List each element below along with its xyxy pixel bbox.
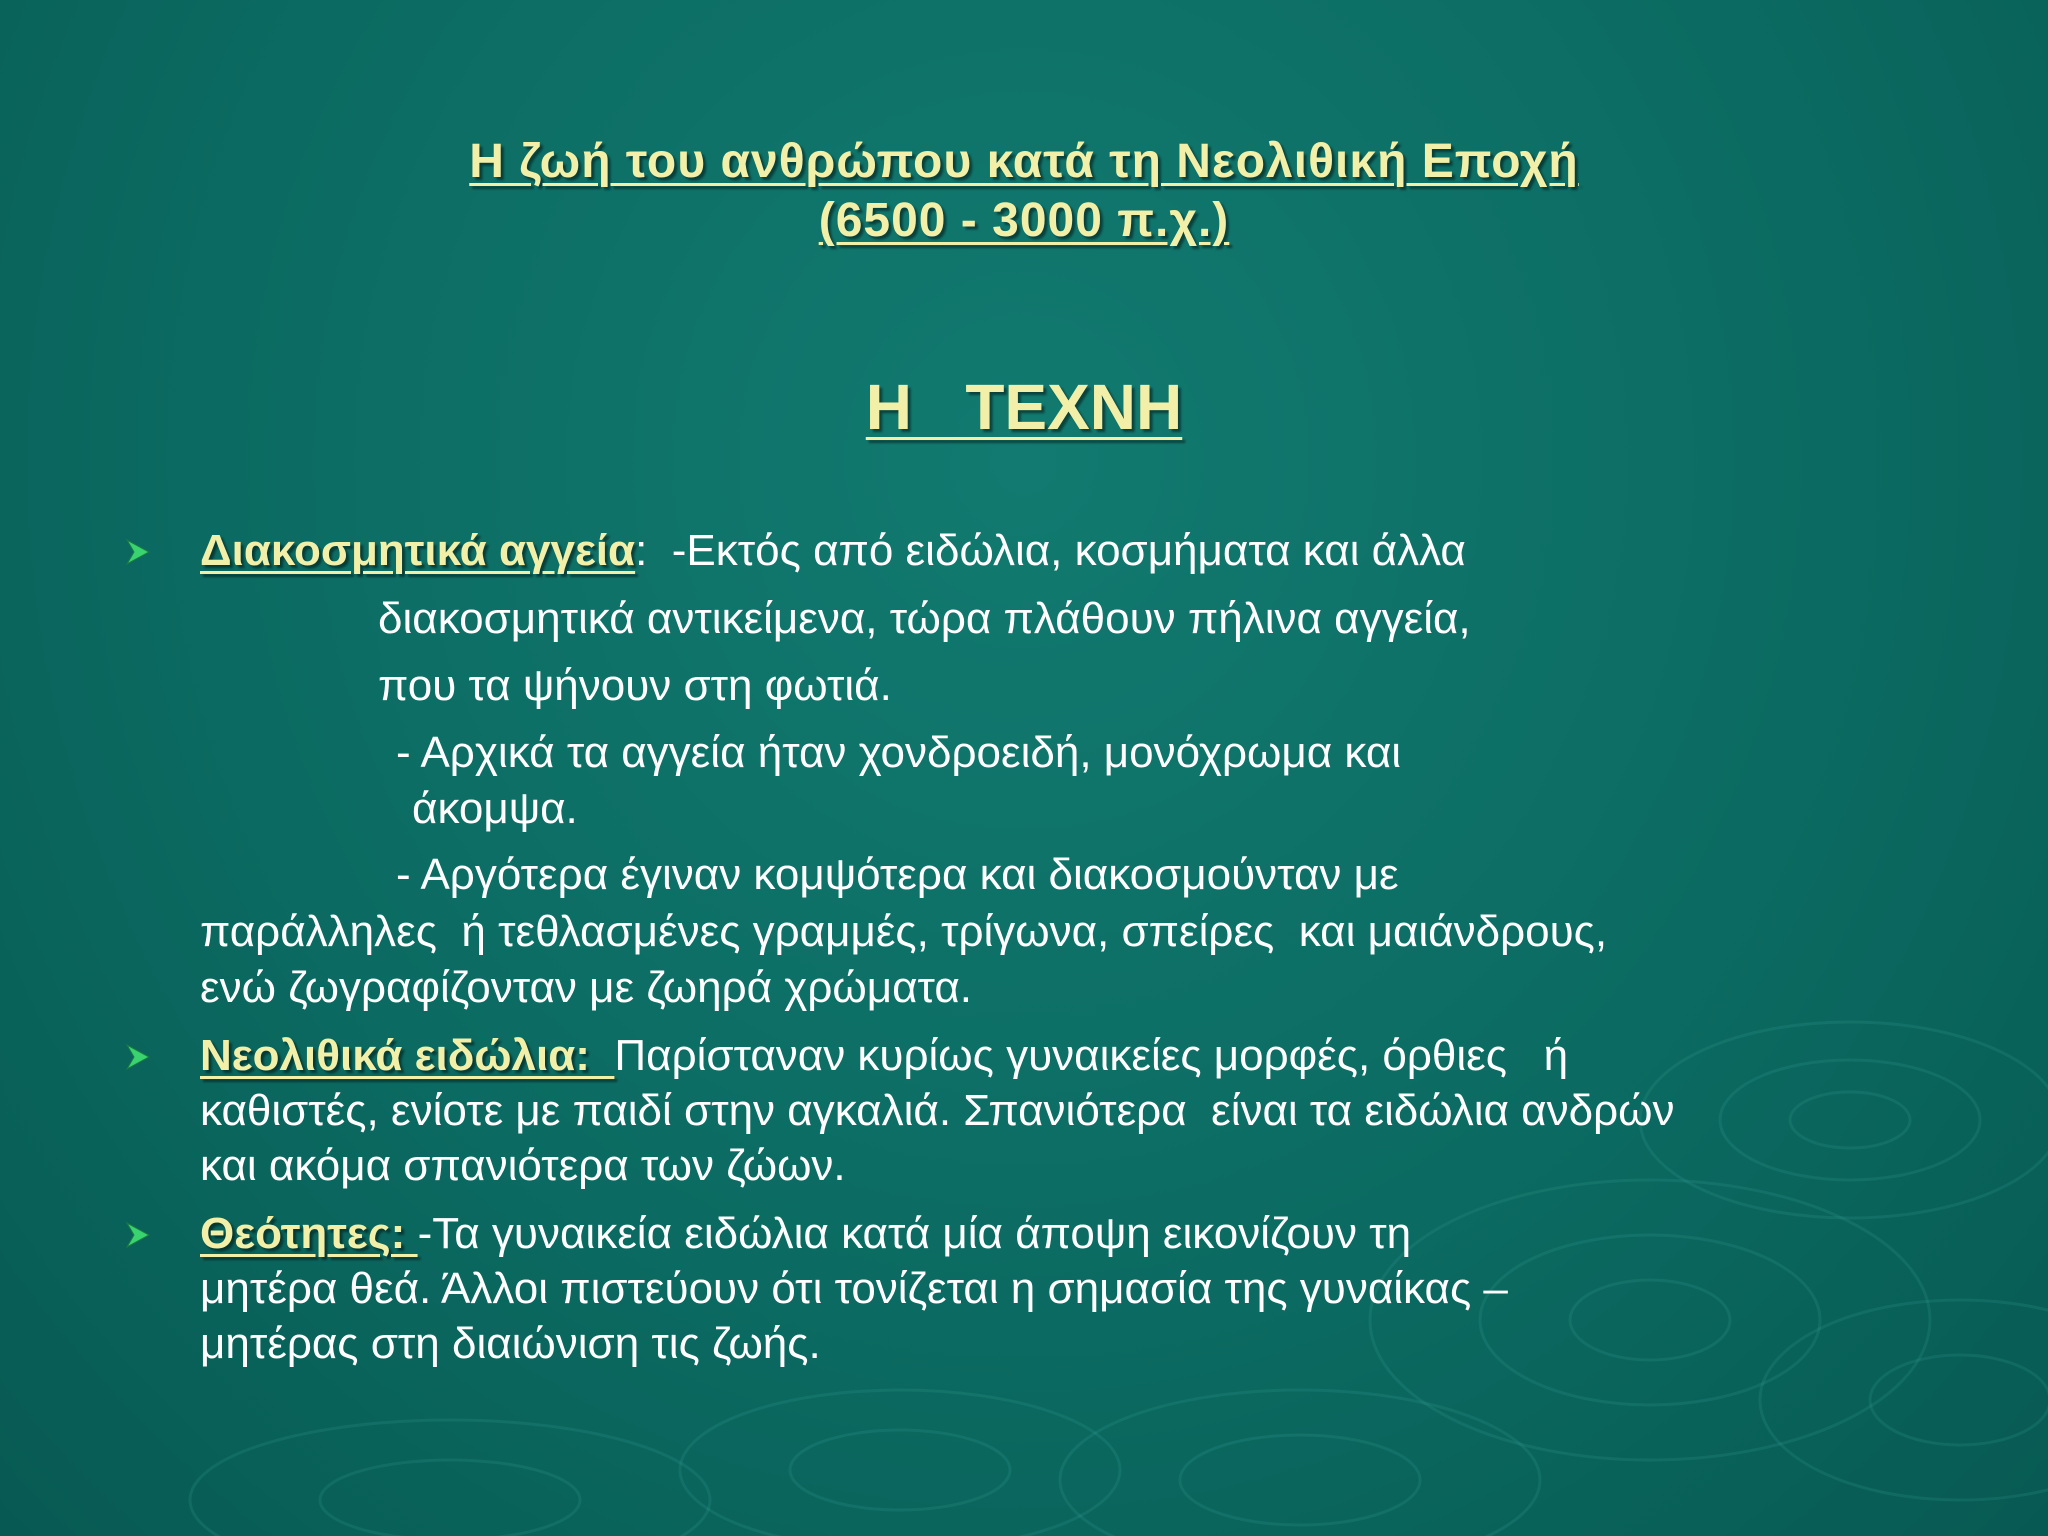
item-1-line-7: παράλληλες ή τεθλασμένες γραμμές, τρίγωνα, σπείρες και μαιάνδρους,	[200, 907, 1608, 956]
slide-title-line2: (6500 - 3000 π.χ.)	[818, 194, 1230, 247]
item-1-line-6: - Αργότερα έγιναν κομψότερα και διακοσμούνταν με	[396, 850, 1399, 899]
slide-title-line1: Η ζωή του ανθρώπου κατά τη Νεολιθική Εποχή	[469, 135, 1579, 188]
arrowhead-bullet-icon	[125, 537, 151, 567]
item-3-line-3: μητέρας στη διαιώνιση τις ζωής.	[200, 1319, 821, 1368]
item-3-first-line	[200, 1207, 1411, 1261]
item-1-line-4: - Αρχικά τα αγγεία ήταν χονδροειδή, μονόχρωμα και	[396, 728, 1402, 777]
item-1-line-2: διακοσμητικά αντικείμενα, τώρα πλάθουν πήλινα αγγεία,	[378, 594, 1471, 643]
item-1-line-5: άκομψα.	[412, 784, 578, 833]
item-2-first-line	[200, 1029, 1568, 1083]
item-2-line-3: και ακόμα σπανιότερα των ζώων.	[200, 1141, 846, 1190]
item-3-line-1: -Τα γυναικεία ειδώλια κατά μία άποψη εικονίζουν τη	[417, 1209, 1412, 1258]
section-heading: Η ΤΕΧΝΗ	[865, 371, 1183, 443]
item-1-line-8: ενώ ζωγραφίζονταν με ζωηρά χρώματα.	[200, 963, 972, 1012]
item-1-first-line	[200, 524, 1466, 578]
item-1-term: Διακοσμητικά αγγεία	[200, 526, 636, 575]
arrowhead-bullet-icon	[125, 1220, 151, 1250]
item-2-line-2: καθιστές, ενίοτε με παιδί στην αγκαλιά. Σπανιότερα είναι τα ειδώλια ανδρών	[200, 1086, 1675, 1135]
item-2-term: Νεολιθικά ειδώλια:	[200, 1031, 615, 1080]
item-3-line-2: μητέρα θεά. Άλλοι πιστεύουν ότι τονίζεται η σημασία της γυναίκας –	[200, 1264, 1508, 1313]
item-1-line-1: : -Εκτός από ειδώλια, κοσμήματα και άλλα	[635, 526, 1466, 575]
item-2-line-1: Παρίσταναν κυρίως γυναικείες μορφές, όρθιες ή	[614, 1031, 1569, 1080]
item-3-term: Θεότητες:	[200, 1209, 418, 1258]
item-1-line-3: που τα ψήνουν στη φωτιά.	[378, 661, 892, 710]
arrowhead-bullet-icon	[125, 1042, 151, 1072]
